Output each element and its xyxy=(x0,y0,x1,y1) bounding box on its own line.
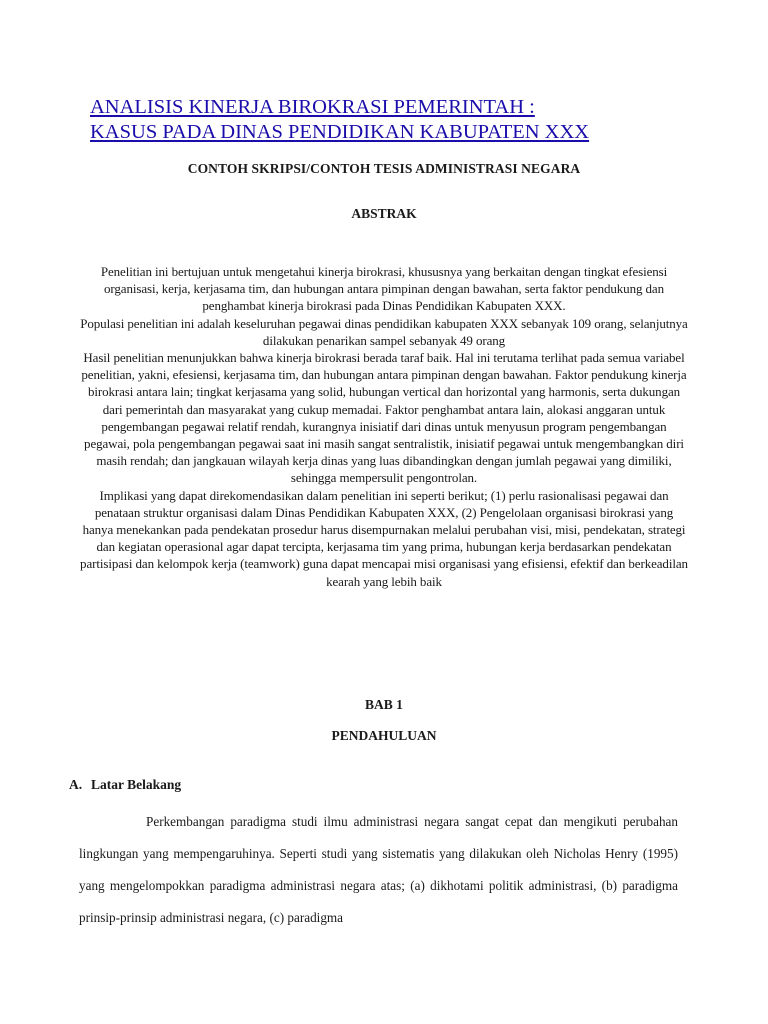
abstract-paragraph: Hasil penelitian menunjukkan bahwa kinerja birokrasi berada taraf baik. Hal ini terutama terlihat pada semua variabel penelitian, yakni, efesiensi, kerjasama tim, dan hubungan antara pimpinan dengan bawahan. Faktor pendukung kinerja birokrasi antara lain; tingkat kerjasama yang solid, hubungan vertical dan horizontal yang harmonis, serta dukungan dari pemerintah dan masyarakat yang cukup memadai. Faktor penghambat antara lain, alokasi anggaran untuk pengembangan pegawai relatif rendah, kurangnya inisiatif dari dinas untuk menyusun program pengembangan pegawai, pola pengembangan pegawai saat ini masih sangat sentralistik, inisiatif pegawai untuk mengembangkan diri masih rendah; dan jangkauan wilayah kerja dinas yang luas dibandingkan dengan jumlah pegawai yang dimiliki, sehingga mempersulit pengontrolan. xyxy=(81,350,687,486)
section-number: A. xyxy=(69,777,83,792)
abstract-body xyxy=(80,263,688,590)
document-title[interactable] xyxy=(90,95,710,145)
abstract-paragraph: Populasi penelitian ini adalah keseluruhan pegawai dinas pendidikan kabupaten XXX sebanyak 109 orang, selanjutnya dilakukan penarikan sampel sebanyak 49 orang xyxy=(80,315,688,348)
document-subtitle: CONTOH SKRIPSI/CONTOH TESIS ADMINISTRASI NEGARA xyxy=(187,161,581,176)
section-title: Latar Belakang xyxy=(91,777,182,792)
section-heading xyxy=(69,777,181,793)
body-paragraph: Perkembangan paradigma studi ilmu administrasi negara sangat cepat dan mengikuti perubahan lingkungan yang mempengaruhinya. Seperti studi yang sistematis yang dilakukan oleh Nicholas Henry (1995) yang mengelompokkan paradigma administrasi negara atas; (a) dikhotami politik administrasi, (b) paradigma prinsip-prinsip administrasi negara, (c) paradigma xyxy=(79,814,678,925)
chapter-label: BAB 1 xyxy=(365,697,403,712)
chapter-title: PENDAHULUAN xyxy=(331,728,437,743)
abstract-paragraph: Penelitian ini bertujuan untuk mengetahui kinerja birokrasi, khususnya yang berkaitan dengan tingkat efesiensi organisasi, kerja, kerjasama tim, dan hubungan antara pimpinan dengan bawahan, serta faktor pendukung dan penghambat kinerja birokrasi pada Dinas Pendidikan Kabupaten XXX. xyxy=(100,264,668,314)
abstract-heading: ABSTRAK xyxy=(351,206,417,221)
title-line-2[interactable]: KASUS PADA DINAS PENDIDIKAN KABUPATEN XXX xyxy=(90,121,590,143)
abstract-paragraph: Implikasi yang dapat direkomendasikan dalam penelitian ini seperti berikut; (1) perlu rasionalisasi pegawai dan penataan struktur organisasi dalam Dinas Pendidikan Kabupaten XXX, (2) Pengelolaan organisasi birokrasi yang hanya menekankan pada pendekatan prosedur harus disempurnakan melalui perubahan visi, misi, pendekatan, strategi dan kegiatan operasional agar dapat tercipta, kerjasama tim yang prima, hubungan kerja berdasarkan pendekatan partisipasi dan kelompok kerja (teamwork) guna dapat mencapai misi organisasi yang efisiensi, efektif dan berkeadilan kearah yang lebih baik xyxy=(80,487,688,589)
title-line-1[interactable]: ANALISIS KINERJA BIROKRASI PEMERINTAH : xyxy=(90,96,535,118)
